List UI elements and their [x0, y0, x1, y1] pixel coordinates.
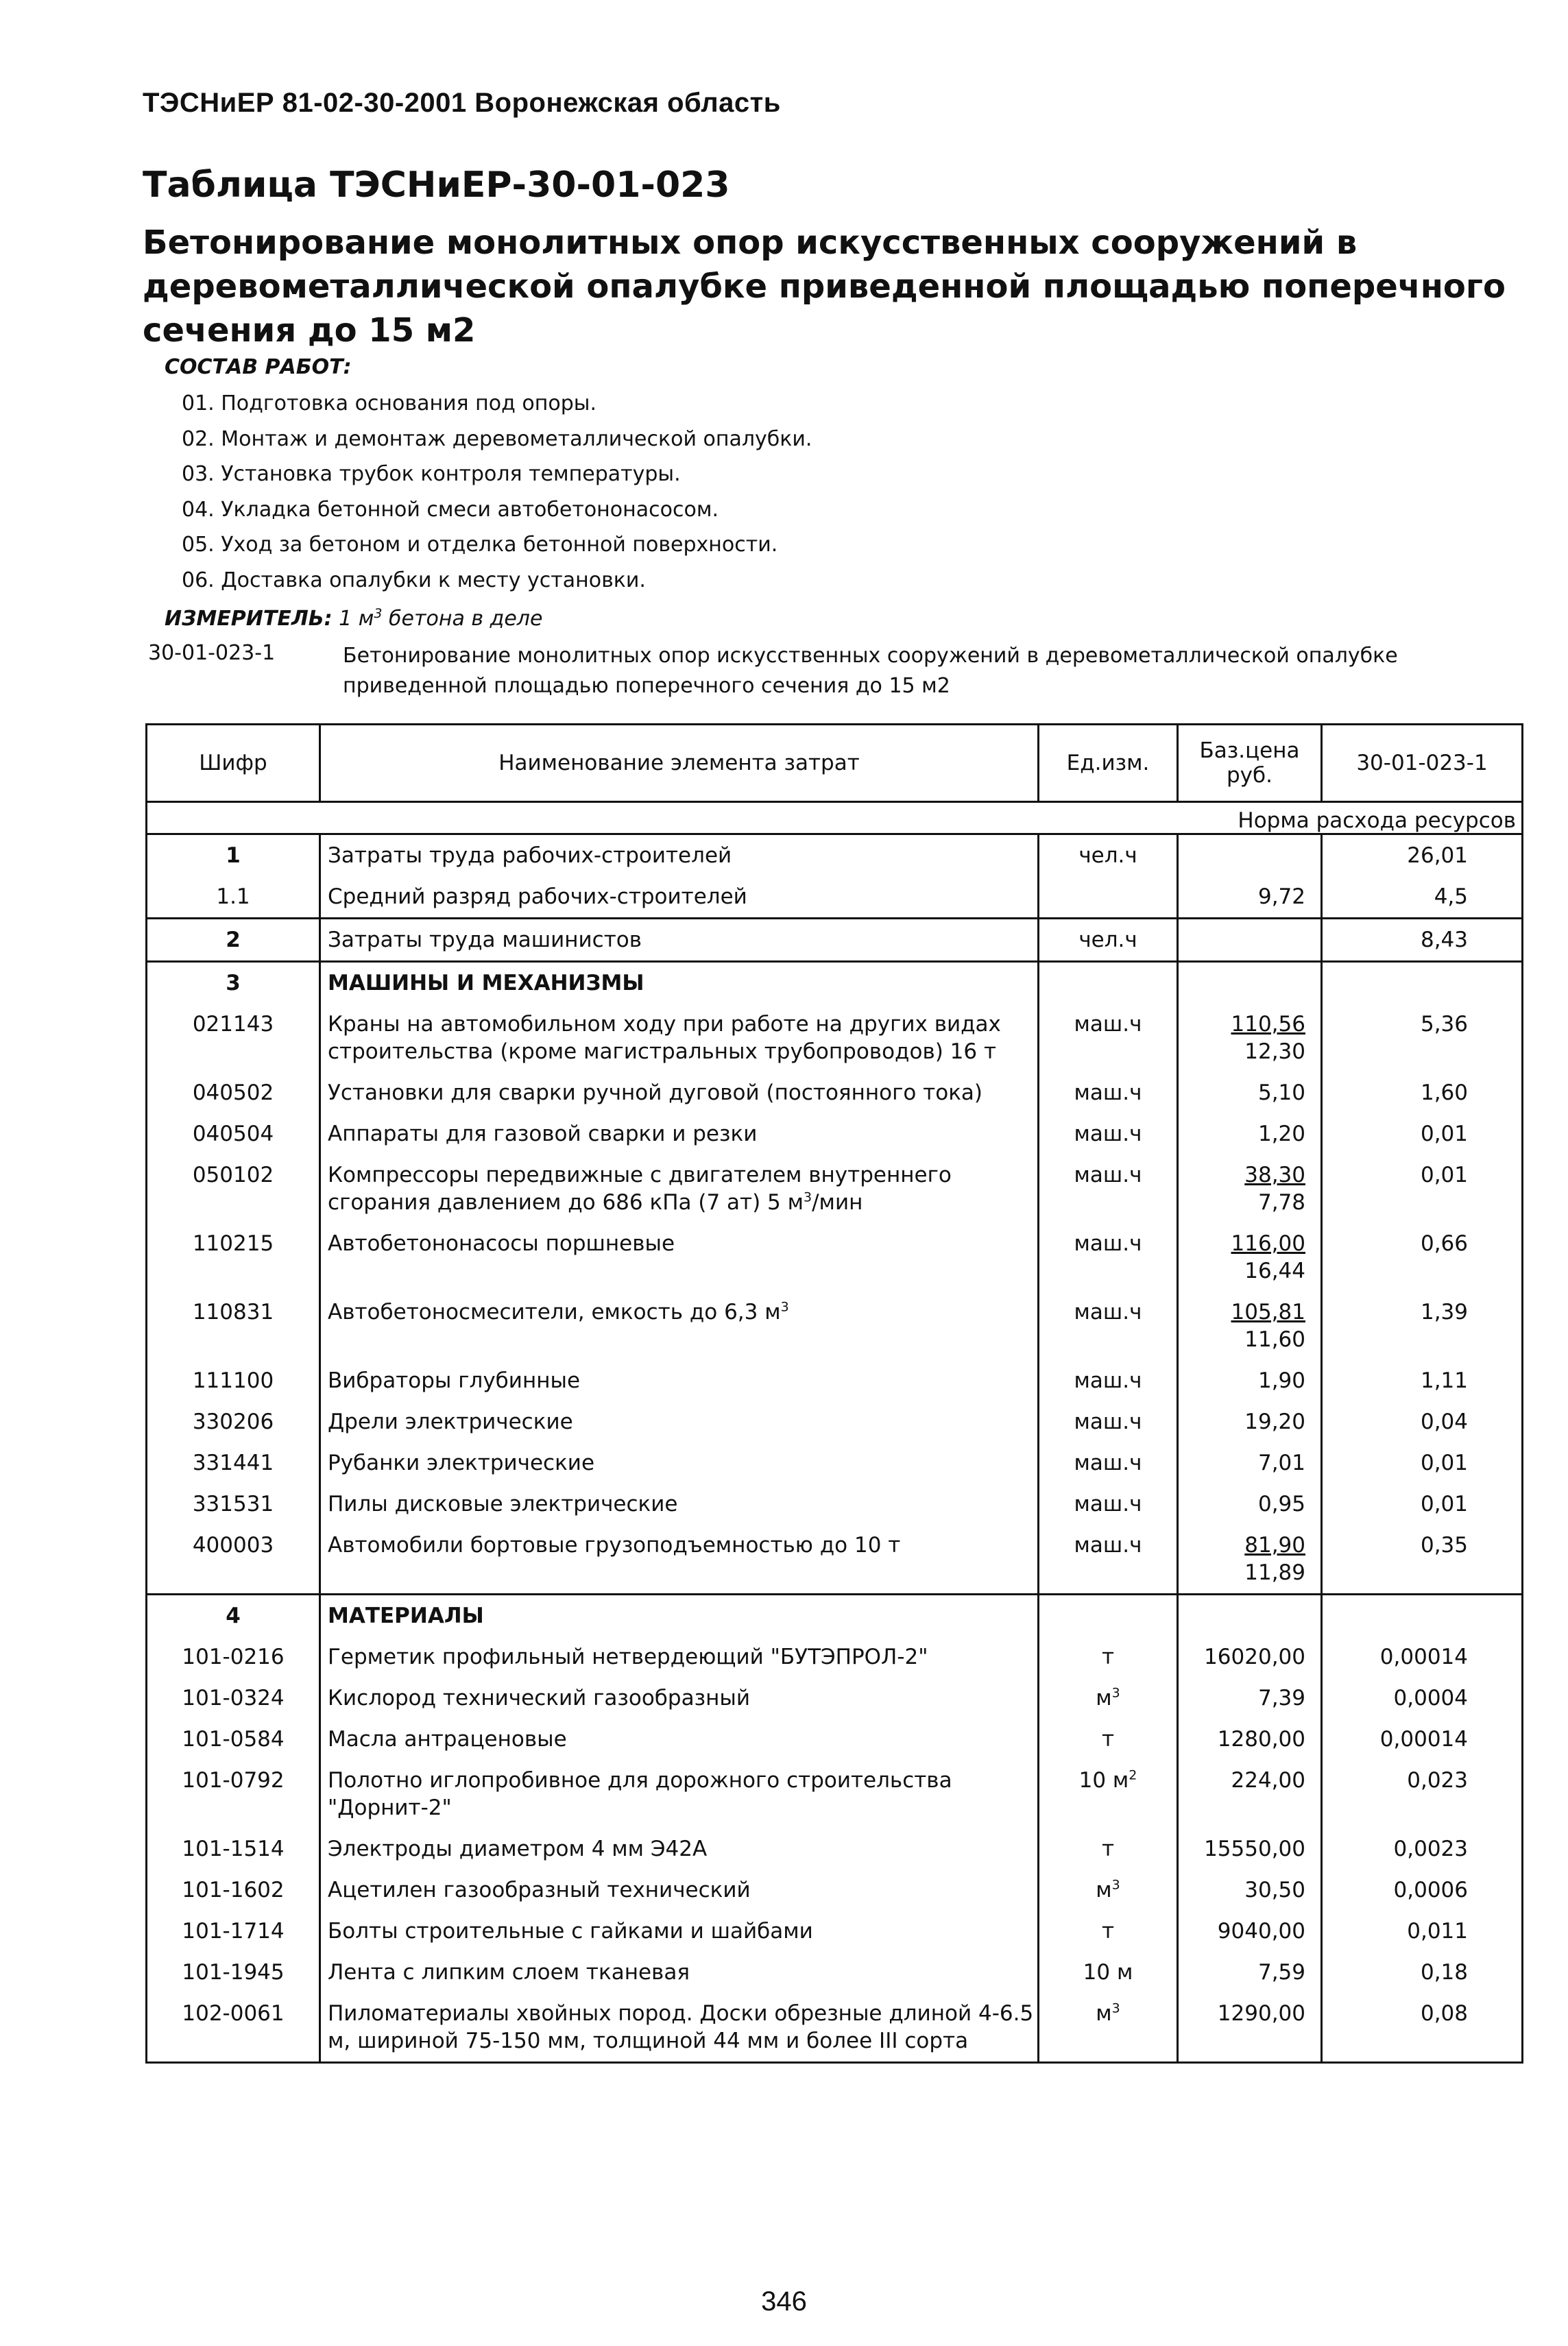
cell-price: 16020,00 [1178, 1636, 1322, 1678]
cell-norm [1322, 1595, 1523, 1637]
cell-code: 101-0324 [147, 1678, 320, 1719]
cell-price: 30,50 [1178, 1870, 1322, 1911]
cell-name: Автобетоносмесители, емкость до 6,3 $м^3$ [320, 1292, 1039, 1360]
cell-name: Дрели электрические [320, 1401, 1039, 1442]
table-row [147, 1223, 1523, 1292]
cell-unit: чел.ч [1039, 919, 1178, 962]
work-item: 04. Укладка бетонной смеси автобетононасосом. [182, 497, 719, 522]
table-title: Таблица ТЭСНиЕР-30-01-023 [143, 165, 730, 206]
header-norm-code: 30-01-023-1 [1322, 725, 1523, 802]
measure-unit: 1 $м^3$ бетона в деле [339, 606, 543, 631]
cell-norm: 0,00014 [1379, 1727, 1468, 1752]
cell-norm: 0,01 [1420, 1451, 1468, 1475]
cell-name: Вибраторы глубинные [320, 1360, 1039, 1401]
table-row [147, 1911, 1523, 1952]
cell-name: Ацетилен газообразный технический [320, 1870, 1039, 1911]
cell-norm: 0,01 [1420, 1163, 1468, 1187]
table-row [147, 1870, 1523, 1911]
cell-norm: 0,01 [1420, 1122, 1468, 1146]
cell-unit: маш.ч [1039, 1004, 1178, 1072]
cell-price: 1,90 [1178, 1360, 1322, 1401]
cell-code: 331441 [147, 1442, 320, 1484]
cell-code: 040504 [147, 1113, 320, 1154]
table-row [147, 1113, 1523, 1154]
cell-price [1178, 962, 1322, 1004]
cell-price [1178, 1595, 1322, 1637]
cell-price [1178, 919, 1322, 962]
cell-name: Герметик профильный нетвердеющий "БУТЭПРОЛ-2" [320, 1636, 1039, 1678]
cell-unit: т [1039, 1719, 1178, 1760]
cell-unit: $м^3$ [1039, 1870, 1178, 1911]
cell-name: Рубанки электрические [320, 1442, 1039, 1484]
cell-code: 2 [147, 919, 320, 962]
cell-norm: 0,0006 [1393, 1878, 1468, 1902]
table-row [147, 1292, 1523, 1360]
cell-code: 400003 [147, 1525, 320, 1595]
cell-name: Автобетононасосы поршневые [320, 1223, 1039, 1292]
table-row [147, 1072, 1523, 1113]
cell-norm [1322, 962, 1523, 1004]
table-row [147, 1719, 1523, 1760]
table-row [147, 919, 1523, 962]
cell-unit: маш.ч [1039, 1154, 1178, 1223]
cell-name: Кислород технический газообразный [320, 1678, 1039, 1719]
cell-price: 5,10 [1178, 1072, 1322, 1113]
cell-unit: маш.ч [1039, 1401, 1178, 1442]
cell-name: Пилы дисковые электрические [320, 1484, 1039, 1525]
work-item: 02. Монтаж и демонтаж деревометаллической опалубки. [182, 426, 812, 451]
cell-unit: маш.ч [1039, 1072, 1178, 1113]
table-body [147, 834, 1523, 2063]
cell-unit: т [1039, 1828, 1178, 1870]
cell-code: 330206 [147, 1401, 320, 1442]
cell-name: МАТЕРИАЛЫ [320, 1595, 1039, 1637]
cell-unit [1039, 876, 1178, 919]
cell-code: 110831 [147, 1292, 320, 1360]
cell-norm: 8,43 [1322, 919, 1523, 962]
cell-norm: 0,35 [1420, 1533, 1468, 1558]
table-row [147, 1678, 1523, 1719]
cell-price: 9040,00 [1178, 1911, 1322, 1952]
table-row [147, 1828, 1523, 1870]
table-row [147, 1401, 1523, 1442]
cell-code: 331531 [147, 1484, 320, 1525]
table-row [147, 834, 1523, 877]
cell-name: Краны на автомобильном ходу при работе на других видах строительства (кроме магистральных трубопроводов) 16 т [320, 1004, 1039, 1072]
cell-price [1178, 834, 1322, 877]
cell-price: 81,90 11,89 [1178, 1525, 1322, 1595]
cell-unit: маш.ч [1039, 1442, 1178, 1484]
cell-code: 101-1945 [147, 1952, 320, 1993]
cell-price: 7,01 [1178, 1442, 1322, 1484]
cell-code: 101-1602 [147, 1870, 320, 1911]
cell-norm: 0,023 [1407, 1768, 1468, 1793]
section-title: Бетонирование монолитных опор искусственных сооружений в деревометаллической опалубке приведенной площадью поперечного сечения до 15 м2 [143, 223, 1506, 350]
cell-code: 101-1714 [147, 1911, 320, 1952]
table-row [147, 1760, 1523, 1828]
cell-unit: чел.ч [1039, 834, 1178, 877]
cell-price: 105,81 11,60 [1178, 1292, 1322, 1360]
work-item: 01. Подготовка основания под опоры. [182, 391, 596, 415]
cell-norm: 0,18 [1420, 1960, 1468, 1985]
table-row [147, 1993, 1523, 2063]
cell-price: 19,20 [1178, 1401, 1322, 1442]
cell-norm: 5,36 [1420, 1012, 1468, 1037]
cell-unit: маш.ч [1039, 1360, 1178, 1401]
table-row [147, 1484, 1523, 1525]
cell-unit: $м^3$ [1039, 1993, 1178, 2063]
cell-unit: маш.ч [1039, 1525, 1178, 1595]
cell-name: Масла антраценовые [320, 1719, 1039, 1760]
cell-norm: 0,011 [1407, 1919, 1468, 1944]
table-row [147, 876, 1523, 919]
cell-norm: 0,0023 [1393, 1837, 1468, 1861]
cell-norm: 0,01 [1420, 1492, 1468, 1516]
cell-price: 0,95 [1178, 1484, 1322, 1525]
cell-code: 4 [147, 1595, 320, 1637]
work-item: 05. Уход за бетоном и отделка бетонной поверхности. [182, 533, 778, 557]
norm-code: 30-01-023-1 [148, 641, 276, 665]
cell-code: 111100 [147, 1360, 320, 1401]
cell-norm: 1,11 [1420, 1368, 1468, 1393]
measure-line [165, 607, 542, 631]
cell-code: 101-0792 [147, 1760, 320, 1828]
cell-name: Компрессоры передвижные с двигателем внутреннего сгорания давлением до 686 кПа (7 ат) 5 $м^3$/мин [320, 1154, 1039, 1223]
cell-code: 102-0061 [147, 1993, 320, 2063]
cell-price: 224,00 [1178, 1760, 1322, 1828]
cell-price: 9,72 [1178, 876, 1322, 919]
cell-unit: маш.ч [1039, 1484, 1178, 1525]
norm-label: Норма расхода ресурсов [147, 802, 1523, 834]
cell-name: МАШИНЫ И МЕХАНИЗМЫ [320, 962, 1039, 1004]
table-row [147, 1952, 1523, 1993]
header-name: Наименование элемента затрат [320, 725, 1039, 802]
cell-price: 1280,00 [1178, 1719, 1322, 1760]
cell-unit: т [1039, 1911, 1178, 1952]
cell-code: 101-0216 [147, 1636, 320, 1678]
table-row [147, 962, 1523, 1004]
page-number: 346 [761, 2286, 807, 2317]
cell-price: 1290,00 [1178, 1993, 1322, 2063]
cell-norm: 1,60 [1420, 1080, 1468, 1105]
cell-norm: 0,0004 [1393, 1686, 1468, 1710]
cell-name: Средний разряд рабочих-строителей [320, 876, 1039, 919]
header-unit: Ед.изм. [1039, 725, 1178, 802]
cell-norm: 0,04 [1420, 1410, 1468, 1434]
cell-unit: маш.ч [1039, 1223, 1178, 1292]
header-code: Шифр [147, 725, 320, 802]
cell-name: Электроды диаметром 4 мм Э42А [320, 1828, 1039, 1870]
table-row [147, 1154, 1523, 1223]
cell-price: 7,39 [1178, 1678, 1322, 1719]
cell-name: Аппараты для газовой сварки и резки [320, 1113, 1039, 1154]
cell-name: Болты строительные с гайками и шайбами [320, 1911, 1039, 1952]
cell-price: 15550,00 [1178, 1828, 1322, 1870]
cell-unit: 10 $м^2$ [1039, 1760, 1178, 1828]
cell-unit: $м^3$ [1039, 1678, 1178, 1719]
cell-code: 021143 [147, 1004, 320, 1072]
norm-description: Бетонирование монолитных опор искусственных сооружений в деревометаллической опалубке приведенной площадью поперечного сечения до 15 м2 [343, 644, 1398, 698]
cell-unit [1039, 962, 1178, 1004]
cell-unit [1039, 1595, 1178, 1637]
cell-norm: 0,66 [1420, 1231, 1468, 1256]
cell-norm: 0,08 [1420, 2001, 1468, 2026]
header-price: Баз.цена руб. [1178, 725, 1322, 802]
cell-price: 38,30 7,78 [1178, 1154, 1322, 1223]
cell-code: 1 [147, 834, 320, 877]
work-item: 03. Установка трубок контроля температуры. [182, 462, 681, 486]
table-row [147, 1595, 1523, 1637]
cell-code: 110215 [147, 1223, 320, 1292]
cell-price: 116,00 16,44 [1178, 1223, 1322, 1292]
cell-name: Затраты труда машинистов [320, 919, 1039, 962]
table-header-row [147, 725, 1523, 802]
cell-name: Лента с липким слоем тканевая [320, 1952, 1039, 1993]
cell-code: 3 [147, 962, 320, 1004]
cell-name: Затраты труда рабочих-строителей [320, 834, 1039, 877]
cell-unit: маш.ч [1039, 1113, 1178, 1154]
table-row [147, 1442, 1523, 1484]
cell-name: Полотно иглопробивное для дорожного строительства "Дорнит-2" [320, 1760, 1039, 1828]
cell-name: Установки для сварки ручной дуговой (постоянного тока) [320, 1072, 1039, 1113]
works-label: СОСТАВ РАБОТ: [165, 355, 352, 379]
cell-code: 101-1514 [147, 1828, 320, 1870]
norms-table [145, 723, 1523, 2064]
cell-code: 1.1 [147, 876, 320, 919]
cell-unit: 10 м [1039, 1952, 1178, 1993]
document-header: ТЭСНиЕР 81-02-30-2001 Воронежская область [143, 88, 781, 118]
cell-code: 050102 [147, 1154, 320, 1223]
cell-code: 040502 [147, 1072, 320, 1113]
cell-norm: 1,39 [1420, 1300, 1468, 1325]
cell-unit: т [1039, 1636, 1178, 1678]
table-row [147, 1360, 1523, 1401]
work-item: 06. Доставка опалубки к месту установки. [182, 568, 646, 592]
cell-norm: 26,01 [1322, 834, 1523, 877]
works-list [182, 386, 812, 598]
cell-name: Пиломатериалы хвойных пород. Доски обрезные длиной 4-6.5 м, шириной 75-150 мм, толщиной 44 мм и более III сорта [320, 1993, 1039, 2063]
norm-label-row [147, 802, 1523, 834]
cell-unit: маш.ч [1039, 1292, 1178, 1360]
table-row [147, 1525, 1523, 1595]
cell-norm: 4,5 [1434, 884, 1468, 909]
cell-price: 110,56 12,30 [1178, 1004, 1322, 1072]
cell-price: 7,59 [1178, 1952, 1322, 1993]
cell-norm: 0,00014 [1379, 1645, 1468, 1669]
measure-label: ИЗМЕРИТЕЛЬ: [165, 607, 333, 631]
cell-price: 1,20 [1178, 1113, 1322, 1154]
table-row [147, 1004, 1523, 1072]
cell-name: Автомобили бортовые грузоподъемностью до 10 т [320, 1525, 1039, 1595]
cell-code: 101-0584 [147, 1719, 320, 1760]
table-row [147, 1636, 1523, 1678]
